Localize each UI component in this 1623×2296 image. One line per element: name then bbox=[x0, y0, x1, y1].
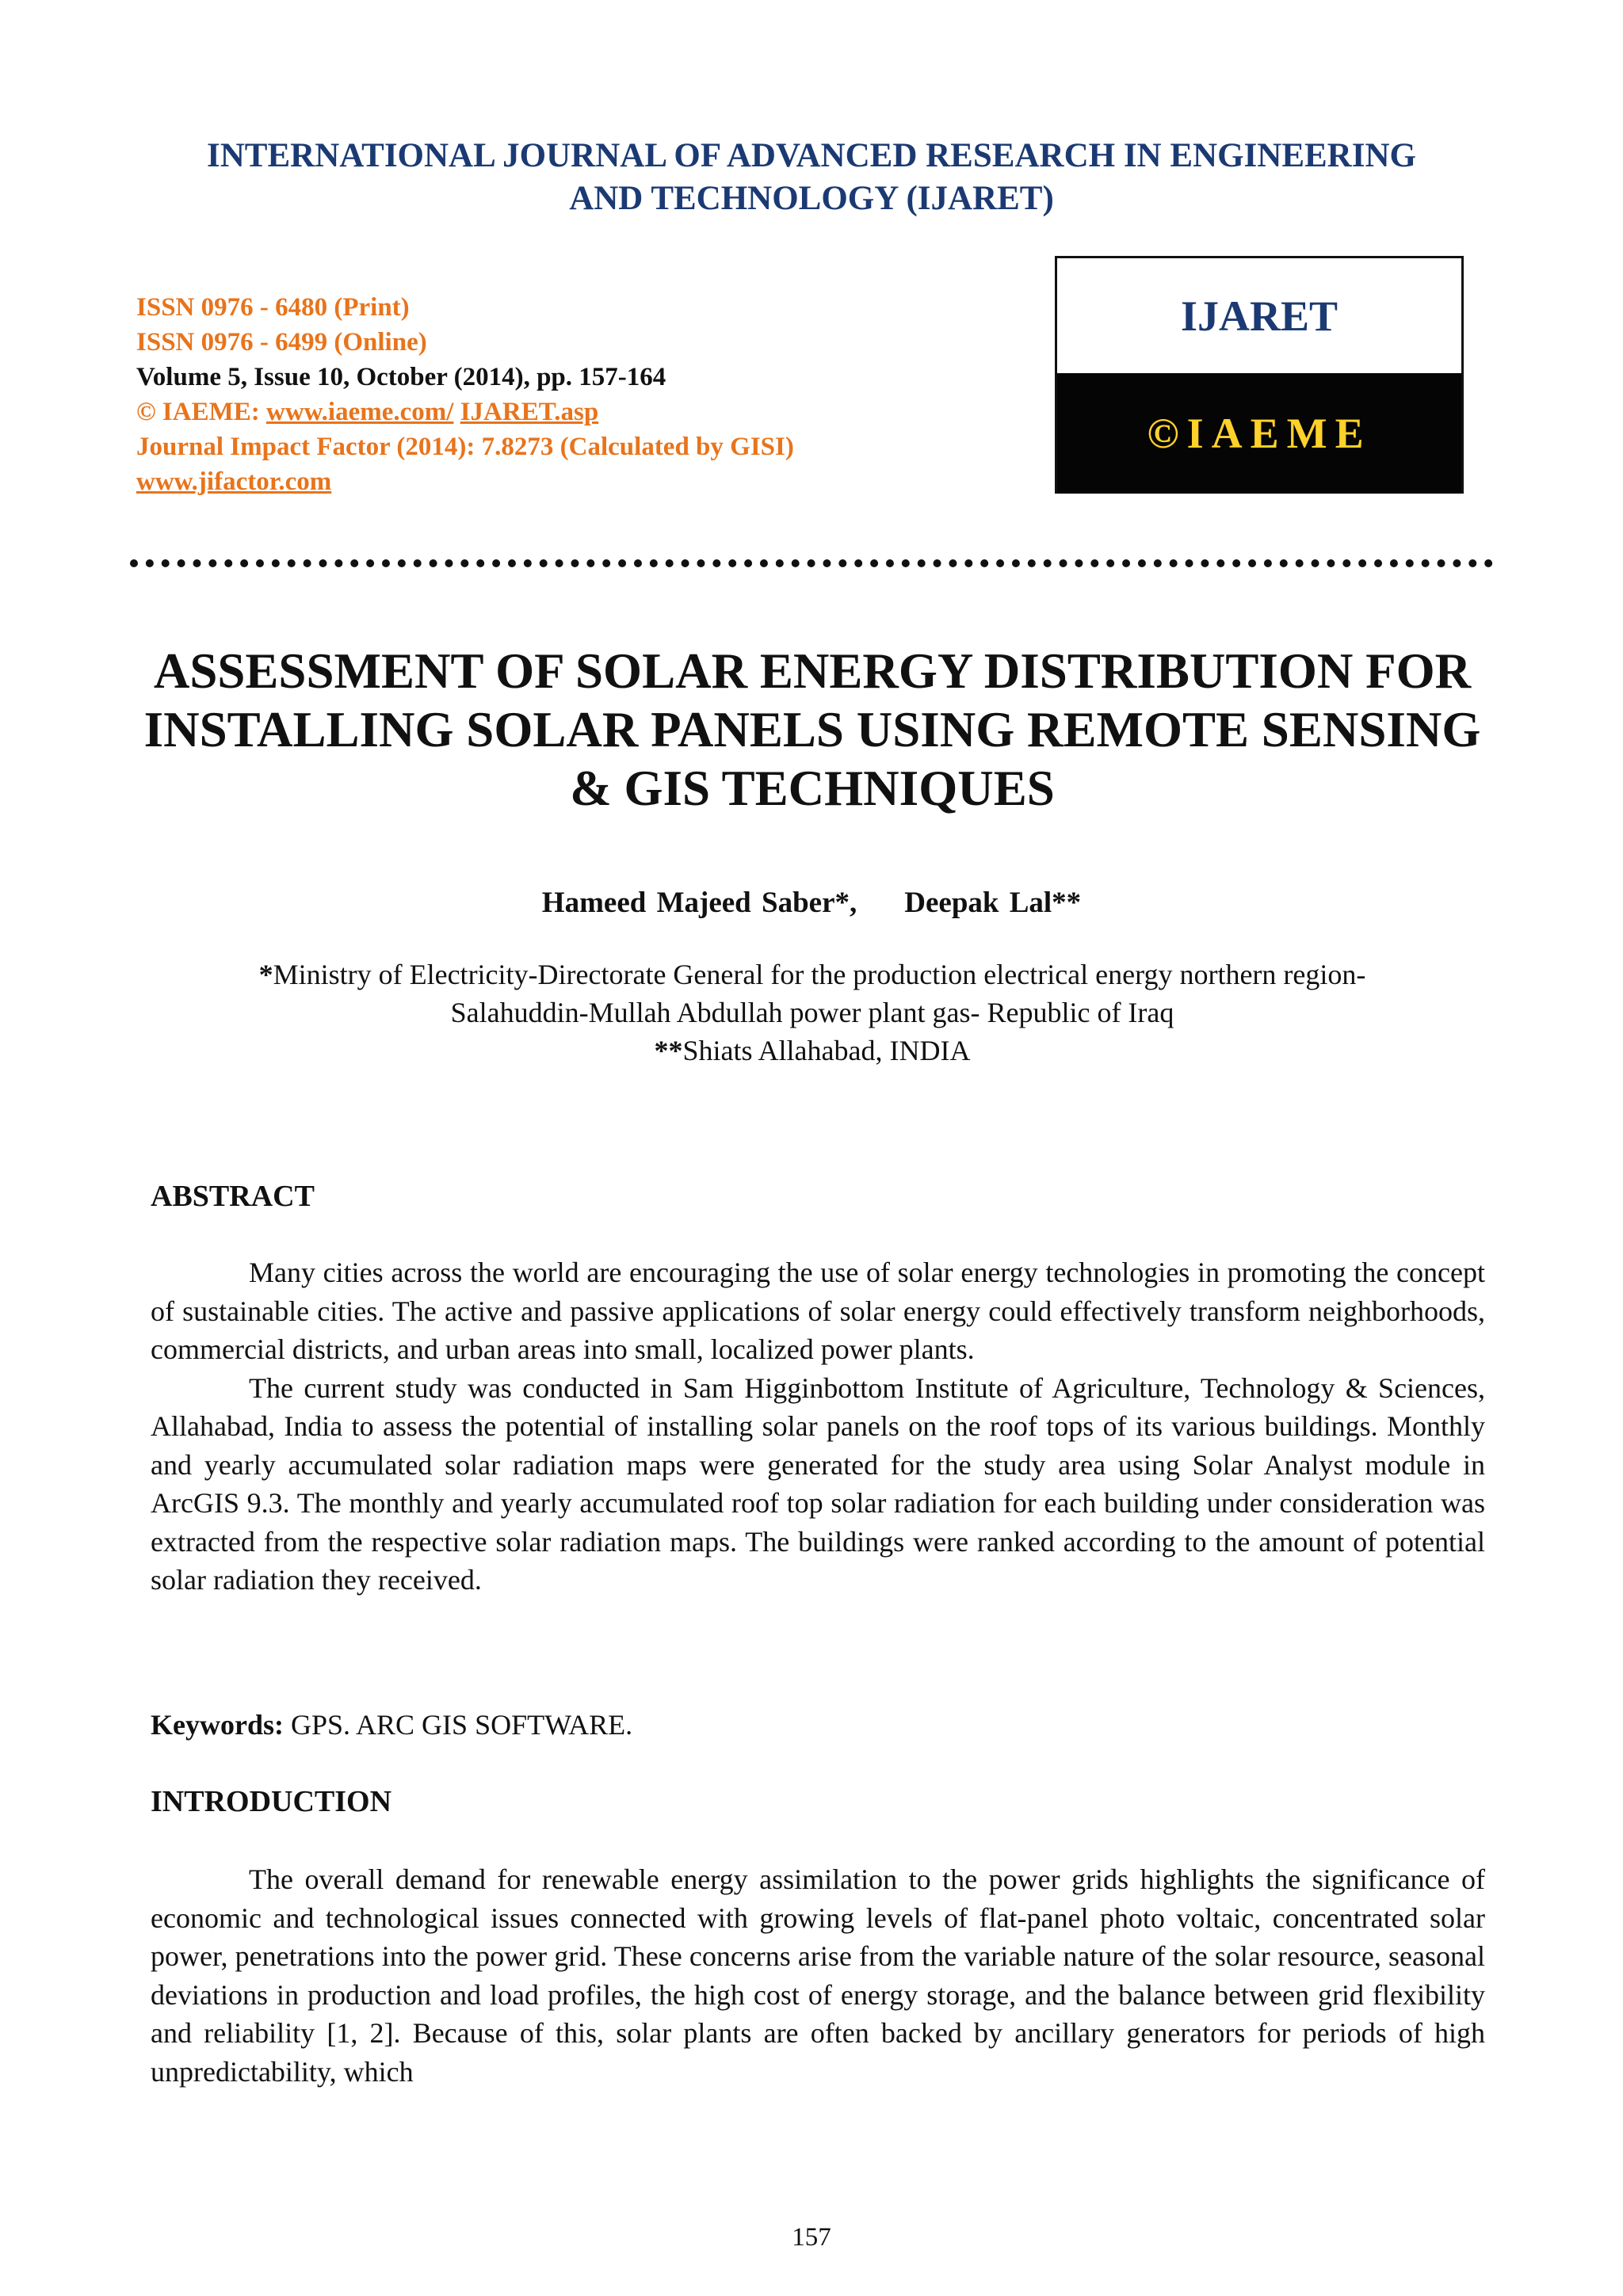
abstract-paragraph-2: The current study was conducted in Sam Higginbottom Institute of Agriculture, Technology & Sciences, Allahabad, India to assess the potential of installing solar panels on the roof tops of its various buildings. Monthly and yearly accumulated solar radiation maps were generated for the study area using Solar Analyst module in ArcGIS 9.3. The monthly and yearly accumulated roof top solar radiation for each building under consideration was extracted from the respective solar radiation maps. The buildings were ranked according to the amount of potential solar radiation they received. bbox=[151, 1371, 1485, 1596]
jifactor-link[interactable]: www.jifactor.com bbox=[136, 467, 332, 496]
abstract-heading: ABSTRACT bbox=[151, 1180, 315, 1213]
paper-title-line1: ASSESSMENT OF SOLAR ENERGY DISTRIBUTION FOR bbox=[153, 643, 1472, 699]
issn-print: ISSN 0976 - 6480 (Print) bbox=[136, 293, 410, 322]
affiliation-1-mark: * bbox=[258, 959, 273, 990]
authors bbox=[0, 886, 1623, 920]
paper-title bbox=[119, 642, 1506, 818]
keywords-value: GPS. ARC GIS SOFTWARE. bbox=[283, 1709, 633, 1741]
dotted-divider bbox=[130, 559, 1493, 567]
ijaret-link[interactable]: IJARET.asp bbox=[460, 398, 599, 426]
keywords-label: Keywords: bbox=[151, 1709, 284, 1741]
affiliation-1-line1: *Ministry of Electricity-Directorate General for the production electrical energy northern region- bbox=[258, 959, 1366, 990]
keywords bbox=[151, 1708, 632, 1741]
journal-title-line1: INTERNATIONAL JOURNAL OF ADVANCED RESEARCH IN ENGINEERING bbox=[207, 137, 1416, 174]
iaeme-link[interactable]: www.iaeme.com/ bbox=[266, 398, 454, 426]
author-1: Hameed Majeed Saber*, bbox=[541, 887, 857, 919]
introduction-paragraph-1: The overall demand for renewable energy assimilation to the power grids highlights the significance of economic and technological issues connected with growing levels of flat-panel photo voltaic, concentrated solar power, penetrations into the power grid. These concerns arise from the variable nature of the solar resource, seasonal deviations in production and load profiles, the high cost of energy storage, and the balance between grid flexibility and reliability [1, 2]. Because of this, solar plants are often backed by ancillary generators for periods of high unpredictability, which bbox=[151, 1863, 1485, 2088]
iaeme-line bbox=[136, 395, 1008, 429]
paper-title-line3: & GIS TECHNIQUES bbox=[570, 761, 1055, 816]
affiliation-1-line2: Salahuddin-Mullah Abdullah power plant gas- Republic of Iraq bbox=[450, 997, 1174, 1028]
logo-ijaret: IJARET bbox=[1180, 292, 1338, 340]
logo-iaeme: ©IAEME bbox=[1057, 373, 1461, 494]
journal-title bbox=[0, 135, 1623, 220]
issn-online: ISSN 0976 - 6499 (Online) bbox=[136, 328, 427, 357]
iaeme-prefix: © IAEME: bbox=[136, 398, 266, 426]
volume-info: Volume 5, Issue 10, October (2014), pp. 157-164 bbox=[136, 363, 666, 391]
page-number: 157 bbox=[792, 2223, 831, 2252]
introduction-body bbox=[151, 1860, 1485, 2091]
affiliation-2: **Shiats Allahabad, INDIA bbox=[654, 1035, 971, 1066]
abstract-body bbox=[151, 1253, 1485, 1600]
journal-title-line2: AND TECHNOLOGY (IJARET) bbox=[569, 180, 1054, 217]
author-2: Deepak Lal** bbox=[904, 887, 1082, 919]
introduction-heading: INTRODUCTION bbox=[151, 1785, 392, 1818]
journal-meta bbox=[136, 290, 1008, 499]
affiliations bbox=[119, 955, 1506, 1070]
impact-factor: Journal Impact Factor (2014): 7.8273 (Calculated by GISI) bbox=[136, 433, 794, 461]
affiliation-2-mark: ** bbox=[654, 1035, 683, 1066]
journal-logo bbox=[1055, 256, 1464, 494]
abstract-paragraph-1: Many cities across the world are encouraging the use of solar energy technologies in promoting the concept of sustainable cities. The active and passive applications of solar energy could effectively transform neighborhoods, commercial districts, and urban areas into small, localized power plants. bbox=[151, 1257, 1485, 1365]
paper-title-line2: INSTALLING SOLAR PANELS USING REMOTE SENSING bbox=[143, 702, 1481, 757]
